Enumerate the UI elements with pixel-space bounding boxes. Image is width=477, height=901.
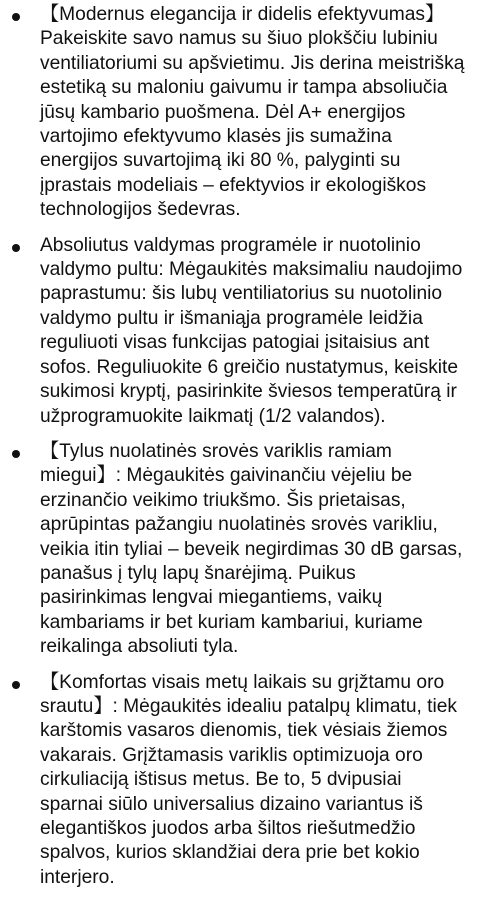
bullet-icon — [12, 13, 20, 21]
bullet-icon — [12, 244, 20, 252]
feature-text: 【Komfortas visais metų laikais su grįžtamu oro srautu】: Mėgaukitės idealiu patalpų klimatu, tiek karštomis vasaros dienomis, tiek vėsiais žiemos vakarais. Grįžtamasis variklis optimizuoja oro cirkuliaciją ištisus metus. Be to, 5 dvipusiai sparnai siūlo universalius dizaino variantus iš elegantiškos juodos arba šiltos riešutmedžio spalvos, kurios sklandžiai dera prie bet kokio interjero. — [40, 671, 458, 888]
feature-item-quiet-motor — [0, 440, 477, 660]
feature-item-efficiency — [0, 3, 477, 223]
feature-item-remote-control — [0, 234, 477, 429]
feature-text: Absoliutus valdymas programėle ir nuotolinio valdymo pultu: Mėgaukitės maksimaliu naudojimo paprastumu: šis lubų ventiliatorius su nuotolinio valdymo pultu ir išmaniąja programėle leidžia reguliuoti visas funkcijas patogiai įsitaisius ant sofos. Reguliuokite 6 greičio nustatymus, keiskite sukimosi kryptį, pasirinkite šviesos temperatūrą ir užprogramuokite laikmatį (1/2 valandos). — [40, 234, 463, 427]
feature-bullet-list — [0, 3, 477, 901]
bullet-icon — [12, 681, 20, 689]
feature-item-reversible-airflow — [0, 671, 477, 891]
bullet-icon — [12, 450, 20, 458]
feature-text: 【Modernus elegancija ir didelis efektyvumas】Pakeiskite savo namus su šiuo plokščiu lubiniu ventiliatoriumi su apšvietimu. Jis derina meistrišką estetiką su maloniu gaivumu ir tampa absoliučia jūsų kambario puošmena. Dėl A+ energijos vartojimo efektyvumo klasės jis sumažina energijos suvartojimą iki 80 %, palyginti su įprastais modeliais – efektyvios ir ekologiškos technologijos šedevras. — [40, 4, 465, 221]
feature-text: 【Tylus nuolatinės srovės variklis ramiam miegui】: Mėgaukitės gaivinančiu vėjeliu be erzinančio veikimo triukšmo. Šis prietaisas, aprūpintas pažangiu nuolatinės srovės varikliu, veikia itin tyliai – beveik negirdimas 30 dB garsas, panašus į tylų lapų šnarėjimą. Puikus pasirinkimas lengvai miegantiems, vaikų kambariams ir bet kuriam kambariui, kuriame reikalinga absoliuti tyla. — [40, 440, 463, 658]
